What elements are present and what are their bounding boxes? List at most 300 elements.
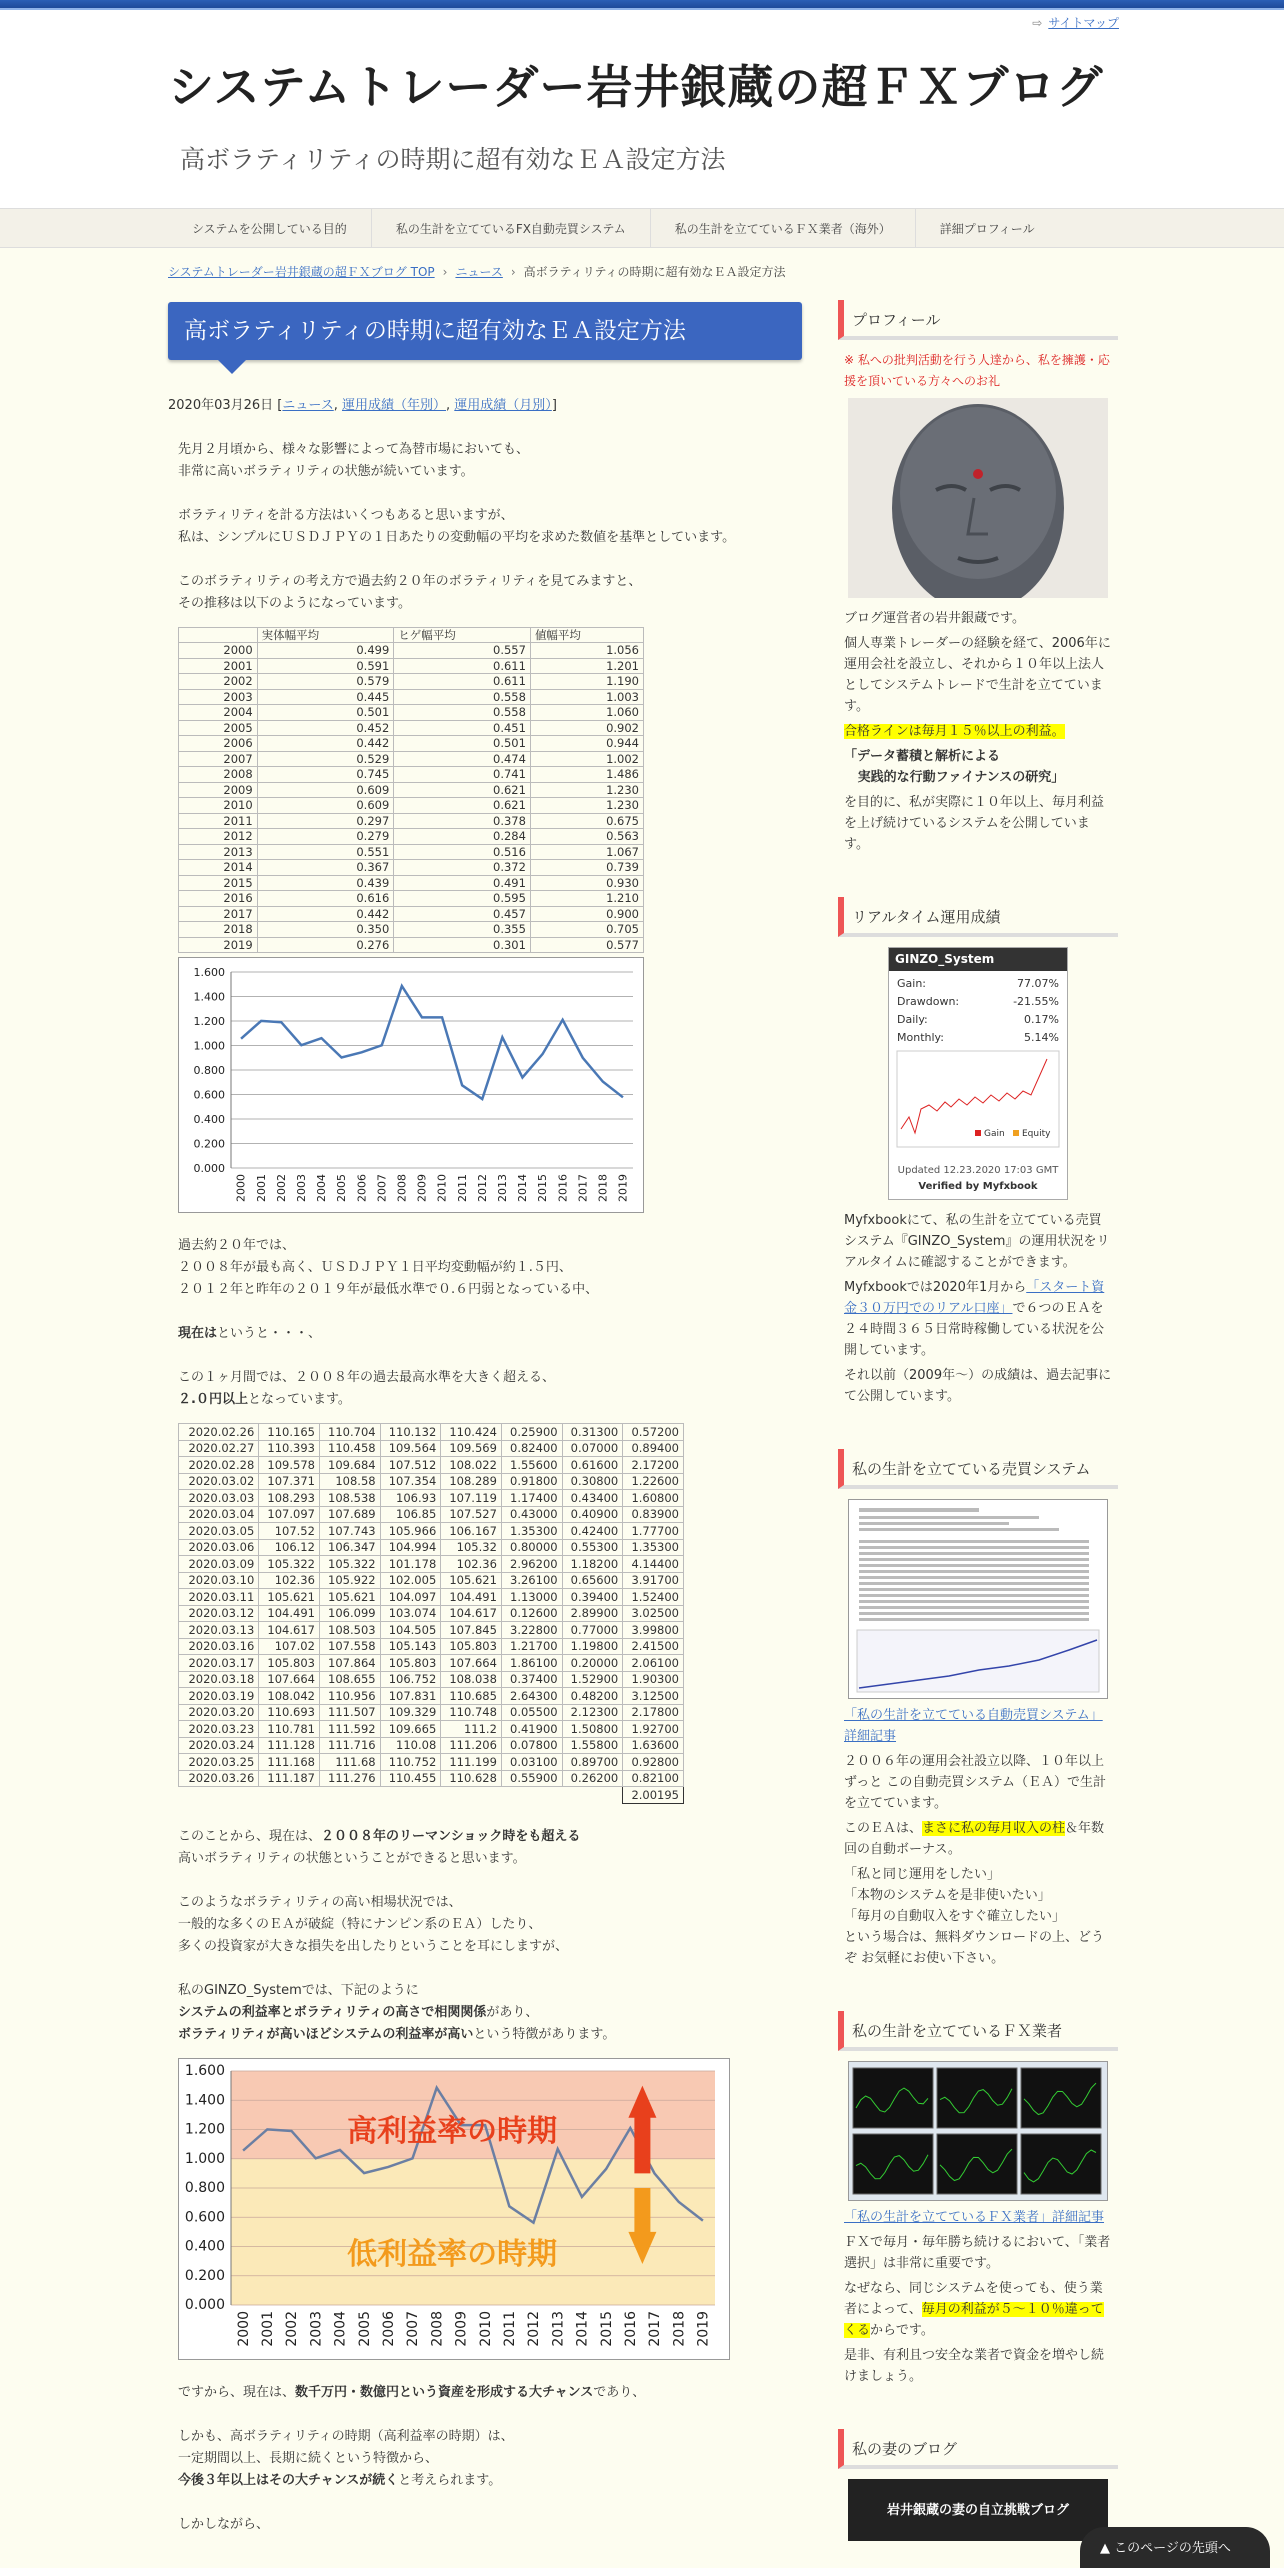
table-cell: 2017 (179, 906, 258, 922)
paragraph: このことから、現在は、２００８年のリーマンショック時をも超える 高いボラティリティの状態ということができると思います。 (178, 1828, 581, 1866)
table-cell: 105.32 (441, 1539, 502, 1556)
table-row (179, 1622, 684, 1639)
table-cell: 0.41900 (501, 1721, 562, 1738)
volatility-chart (178, 957, 644, 1213)
x-tick-label: 2013 (550, 2310, 567, 2347)
table-cell: 105.803 (380, 1655, 441, 1672)
table-cell: 2020.03.23 (179, 1721, 259, 1738)
widget-stat-row: Daily: 0.17% (897, 1013, 1059, 1027)
x-tick-label: 2001 (254, 1174, 268, 1203)
table-row (179, 798, 644, 814)
table-cell: 0.579 (257, 674, 394, 690)
x-tick-label: 2009 (415, 1174, 429, 1203)
table-cell: 0.501 (394, 736, 531, 752)
table-cell: 0.279 (257, 829, 394, 845)
table-cell: 111.592 (319, 1721, 380, 1738)
table-cell: 0.276 (257, 937, 394, 953)
breadcrumb-category[interactable]: ニュース (455, 265, 503, 279)
x-tick-label: 2002 (274, 1174, 288, 1203)
table-cell: 111.187 (259, 1770, 320, 1787)
profile-section (838, 300, 1118, 855)
table-row (179, 736, 644, 752)
table-cell: 2009 (179, 782, 258, 798)
profile-notice-link[interactable]: ※ 私への批判活動を行う人達から、私を擁護・応援を頂いている方々へのお礼 (844, 353, 1110, 388)
table-row (179, 860, 644, 876)
table-cell: 108.58 (319, 1473, 380, 1490)
table-cell: 0.452 (257, 720, 394, 736)
x-tick-label: 2014 (516, 1174, 530, 1203)
table-cell: 0.55900 (501, 1770, 562, 1787)
table-cell: 2020.03.03 (179, 1490, 259, 1507)
table-cell: 0.501 (257, 705, 394, 721)
table-cell: 0.89700 (562, 1754, 623, 1771)
category-link-yearly[interactable]: 運用成績（年別） (342, 398, 447, 413)
low-profit-label: 低利益率の時期 (347, 2236, 558, 2272)
broker-advice: 是非、有利且つ安全な業者で資金を増やし続けましょう。 (844, 2347, 1105, 2384)
x-tick-label: 2001 (259, 2310, 276, 2347)
x-tick-label: 2017 (647, 2310, 664, 2347)
table-cell: 104.994 (380, 1539, 441, 1556)
paragraph: しかしながら、 (178, 2516, 270, 2532)
arrow-right-icon: ⇨ (1032, 16, 1043, 30)
table-cell: 0.37400 (501, 1671, 562, 1688)
table-cell: 110.748 (441, 1704, 502, 1721)
x-tick-label: 2018 (671, 2310, 688, 2347)
table-row (179, 1539, 684, 1556)
paragraph: 先月２月頃から、様々な影響によって為替市場においても、 非常に高いボラティリティの状態が続いています。 (178, 441, 530, 479)
table-cell: 0.284 (394, 829, 531, 845)
table-cell: 1.003 (530, 689, 643, 705)
table-cell: 111.507 (319, 1704, 380, 1721)
table-cell: 1.002 (530, 751, 643, 767)
table-cell: 111.68 (319, 1754, 380, 1771)
site-title[interactable]: システムトレーダー岩井銀蔵の超ＦＸブログ (168, 60, 1104, 114)
table-cell: 0.61600 (562, 1457, 623, 1474)
table-cell: 105.966 (380, 1523, 441, 1540)
table-cell: 0.82400 (501, 1440, 562, 1457)
broker-reason: なぜなら、同じシステムを使っても、使う業者によって、毎月の利益が５～１０％違ってくるからです。 (844, 2280, 1104, 2338)
wife-blog-heading: 私の妻のブログ (838, 2429, 1118, 2469)
x-tick-label: 2010 (477, 2310, 494, 2347)
broker-desc: ＦＸで毎月・毎年勝ち続けるにおいて、「業者選択」は非常に重要です。 (844, 2234, 1111, 2271)
sitemap-link[interactable] (1032, 14, 1119, 33)
table-cell: 0.372 (394, 860, 531, 876)
table-cell: 0.516 (394, 844, 531, 860)
widget-stat-row: Drawdown: -21.55% (897, 995, 1059, 1009)
table-cell: 108.022 (441, 1457, 502, 1474)
table-cell: 104.617 (441, 1605, 502, 1622)
high-profit-label: 高利益率の時期 (347, 2113, 558, 2149)
table-cell: 2.12300 (562, 1704, 623, 1721)
table-row (179, 875, 644, 891)
table-cell: 1.067 (530, 844, 643, 860)
table-cell: 1.18200 (562, 1556, 623, 1573)
table-cell: 0.474 (394, 751, 531, 767)
category-link-news[interactable]: ニュース (282, 398, 334, 413)
table-cell: 110.752 (380, 1754, 441, 1771)
table-cell: 104.491 (259, 1605, 320, 1622)
table-cell: 0.741 (394, 767, 531, 783)
table-cell: 110.393 (259, 1440, 320, 1457)
table-cell: 108.503 (319, 1622, 380, 1639)
table-cell: 106.12 (259, 1539, 320, 1556)
table-cell: 0.499 (257, 643, 394, 659)
table-cell: 1.52400 (623, 1589, 684, 1606)
table-row (179, 1440, 684, 1457)
table-cell: 2008 (179, 767, 258, 783)
table-cell: 2018 (179, 922, 258, 938)
table-cell: 0.20000 (562, 1655, 623, 1672)
table-cell: 0.457 (394, 906, 531, 922)
table-cell: 102.36 (259, 1572, 320, 1589)
table-header-cell: 値幅平均 (530, 627, 643, 643)
realtime-desc: Myfxbookにて、私の生計を立てている売買システム『GINZO_System』の運用状況をリアルタイムに確認することができます。 (844, 1212, 1110, 1270)
table-cell: 106.752 (380, 1671, 441, 1688)
table-cell: 107.558 (319, 1638, 380, 1655)
table-cell: 3.99800 (623, 1622, 684, 1639)
table-cell: 107.689 (319, 1506, 380, 1523)
table-cell: 2013 (179, 844, 258, 860)
table-cell: 107.02 (259, 1638, 320, 1655)
table-cell: 105.322 (319, 1556, 380, 1573)
table-cell: 0.609 (257, 798, 394, 814)
x-tick-label: 2015 (536, 1174, 550, 1203)
table-cell: 0.80000 (501, 1539, 562, 1556)
table-cell: 0.557 (394, 643, 531, 659)
site-header (0, 10, 1284, 208)
table-cell: 0.92800 (623, 1754, 684, 1771)
table-cell: 2010 (179, 798, 258, 814)
table-cell: 1.19800 (562, 1638, 623, 1655)
table-cell: 0.07000 (562, 1440, 623, 1457)
table-cell: 3.22800 (501, 1622, 562, 1639)
x-tick-label: 2018 (596, 1174, 610, 1203)
table-cell: 0.595 (394, 891, 531, 907)
table-row (179, 891, 644, 907)
table-cell: 107.527 (441, 1506, 502, 1523)
y-tick-label: 1.000 (184, 2150, 225, 2167)
paragraph: しかも、高ボラティリティの時期（高利益率の時期）は、 一定期間以上、長期に続くという特徴から、 今後３年以上はその大チャンスが続くと考えられます。 (178, 2428, 514, 2488)
y-tick-label: 0.800 (193, 1064, 225, 1078)
table-row (179, 705, 644, 721)
table-cell: 0.57200 (623, 1424, 684, 1441)
x-tick-label: 2010 (435, 1174, 449, 1203)
table-cell: 2020.02.27 (179, 1440, 259, 1457)
table-row (179, 1473, 684, 1490)
table-cell: 0.442 (257, 906, 394, 922)
table-cell: 105.621 (259, 1589, 320, 1606)
table-cell: 2020.03.06 (179, 1539, 259, 1556)
table-cell: 105.322 (259, 1556, 320, 1573)
table-cell: 109.569 (441, 1440, 502, 1457)
table-cell: 107.371 (259, 1473, 320, 1490)
broker-section (838, 2011, 1118, 2387)
x-tick-label: 2005 (356, 2310, 373, 2347)
y-tick-label: 1.600 (193, 966, 225, 980)
post-title: 高ボラティリティの時期に超有効なＥＡ設定方法 (168, 302, 802, 360)
profile-heading: プロフィール (838, 300, 1118, 340)
category-link-monthly[interactable]: 運用成績（月別） (454, 398, 552, 413)
real-account-link[interactable]: 「スタート資金３０万円でのリアル口座」 (844, 1279, 1105, 1316)
table-cell: 106.93 (380, 1490, 441, 1507)
nav-item-purpose[interactable]: システムを公開している目的 (192, 222, 347, 236)
table-cell: 0.451 (394, 720, 531, 736)
realtime-heading: リアルタイム運用成績 (838, 897, 1118, 937)
table-cell: 111.276 (319, 1770, 380, 1787)
table-cell: 2020.03.20 (179, 1704, 259, 1721)
table-cell: 2.41500 (623, 1638, 684, 1655)
paragraph: 過去約２０年では、 ２００８年が最も高く、ＵＳＤＪＰＹ１日平均変動幅が約１.５円、 ２０１２年と昨年の２０１９年が最低水準で０.６円弱となっている中、 (178, 1238, 599, 1298)
system-quotes: 「私と同じ運用をしたい」 「本物のシステムを是非使いたい」 「毎月の自動収入をすぐ確立したい」 という場合は、無料ダウンロードの上、どうぞ お気軽にお使い下さい。 (844, 1866, 1105, 1966)
table-cell: 108.655 (319, 1671, 380, 1688)
table-cell: 0.30800 (562, 1473, 623, 1490)
table-cell: 1.35300 (501, 1523, 562, 1540)
legend-swatch-icon (975, 1130, 981, 1136)
profit-zone-line-chart (179, 2059, 729, 2359)
table-cell: 101.178 (380, 1556, 441, 1573)
table-cell: 110.458 (319, 1440, 380, 1457)
table-cell: 2.17200 (623, 1457, 684, 1474)
table-cell: 0.40900 (562, 1506, 623, 1523)
x-tick-label: 2019 (616, 1174, 630, 1203)
main-content (168, 302, 802, 2558)
table-cell: 2002 (179, 674, 258, 690)
broker-screens-thumbnail[interactable] (848, 2061, 1108, 2201)
table-cell: 0.55300 (562, 1539, 623, 1556)
table-cell: 0.42400 (562, 1523, 623, 1540)
table-cell: 1.86100 (501, 1655, 562, 1672)
table-row (179, 1605, 684, 1622)
x-tick-label: 2000 (235, 2310, 252, 2347)
table-cell: 0.89400 (623, 1440, 684, 1457)
system-section (838, 1449, 1118, 1969)
table-cell: 0.705 (530, 922, 643, 938)
y-tick-label: 1.200 (193, 1015, 225, 1029)
realtime-past: それ以前（2009年～）の成績は、過去記事にて公開しています。 (844, 1367, 1112, 1404)
table-cell: 1.35300 (623, 1539, 684, 1556)
table-cell: 2001 (179, 658, 258, 674)
table-cell: 0.745 (257, 767, 394, 783)
table-row (179, 1721, 684, 1738)
table-header-row (179, 627, 644, 643)
widget-stat-row: Gain: 77.07% (897, 977, 1059, 991)
table-cell: 106.099 (319, 1605, 380, 1622)
table-cell: 105.143 (380, 1638, 441, 1655)
system-detail-link[interactable]: 「私の生計を立てている自動売買システム」詳細記事 (844, 1707, 1103, 1744)
table-cell: 2012 (179, 829, 258, 845)
table-cell: 0.367 (257, 860, 394, 876)
table-cell: 0.25900 (501, 1424, 562, 1441)
x-tick-label: 2016 (556, 1174, 570, 1203)
mask-face-icon (848, 398, 1108, 598)
x-tick-label: 2012 (475, 1174, 489, 1203)
series-line (241, 986, 623, 1099)
average-cell: 2.00195 (623, 1787, 684, 1804)
table-cell: 0.26200 (562, 1770, 623, 1787)
table-cell: 1.201 (530, 658, 643, 674)
table-cell: 0.378 (394, 813, 531, 829)
table-cell: 2.89900 (562, 1605, 623, 1622)
y-tick-label: 0.000 (193, 1162, 225, 1176)
table-cell: 110.08 (380, 1737, 441, 1754)
x-tick-label: 2012 (526, 2310, 543, 2347)
table-cell: 0.39400 (562, 1589, 623, 1606)
table-cell: 109.564 (380, 1440, 441, 1457)
system-report-thumbnail[interactable] (848, 1499, 1108, 1699)
paragraph: 私のGINZO_Systemでは、下記のように システムの利益率とボラティリティの高さで相関関係があり、 ボラティリティが高いほどシステムの利益率が高いという特徴があります。 (178, 1982, 616, 2042)
breadcrumb-home[interactable]: システムトレーダー岩井銀蔵の超ＦＸブログ TOP (168, 265, 435, 279)
x-tick-label: 2004 (315, 1174, 329, 1203)
table-row (179, 1754, 684, 1771)
y-tick-label: 0.400 (184, 2238, 225, 2255)
y-tick-label: 1.400 (184, 2092, 225, 2109)
broker-detail-link-wrap (838, 2207, 1118, 2228)
table-header-cell: ヒゲ幅平均 (394, 627, 531, 643)
x-tick-label: 2013 (496, 1174, 510, 1203)
wife-blog-banner[interactable]: 岩井銀蔵の妻の自立挑戦ブログ (848, 2479, 1108, 2541)
table-cell: 2020.03.12 (179, 1605, 259, 1622)
table-cell: 1.190 (530, 674, 643, 690)
global-nav (0, 208, 1284, 248)
table-cell: 106.85 (380, 1506, 441, 1523)
paragraph: このようなボラティリティの高い相場状況では、 一般的な多くのＥＡが破綻（特にナンピン系のＥＡ）したり、 多くの投資家が大きな損失を出したりということを耳にしますが、 (178, 1894, 569, 1954)
table-cell: 107.512 (380, 1457, 441, 1474)
system-heading: 私の生計を立てている売買システム (838, 1449, 1118, 1489)
y-tick-label: 0.400 (193, 1113, 225, 1127)
table-cell: 110.693 (259, 1704, 320, 1721)
table-row (179, 1737, 684, 1754)
y-tick-label: 0.600 (184, 2209, 225, 2226)
y-tick-label: 1.200 (184, 2121, 225, 2138)
x-tick-label: 2011 (501, 2310, 518, 2347)
table-row (179, 658, 644, 674)
table-cell: 0.43400 (562, 1490, 623, 1507)
y-tick-label: 0.600 (193, 1088, 225, 1102)
table-cell: 0.558 (394, 705, 531, 721)
table-cell: 0.65600 (562, 1572, 623, 1589)
table-cell: 106.347 (319, 1539, 380, 1556)
table-row (179, 1655, 684, 1672)
table-cell: 111.206 (441, 1737, 502, 1754)
table-cell: 2011 (179, 813, 258, 829)
table-row (179, 1457, 684, 1474)
post-meta: 2020年03月26日 [ニュース, 運用成績（年別）, 運用成績（月別）] (168, 398, 557, 413)
table-row (179, 1704, 684, 1721)
table-cell: 0.739 (530, 860, 643, 876)
table-cell: 104.491 (441, 1589, 502, 1606)
table-cell: 2020.03.02 (179, 1473, 259, 1490)
table-cell: 0.439 (257, 875, 394, 891)
table-cell: 110.424 (441, 1424, 502, 1441)
table-cell: 0.43000 (501, 1506, 562, 1523)
table-cell: 0.442 (257, 736, 394, 752)
post-body (168, 439, 802, 2536)
table-cell: 103.074 (380, 1605, 441, 1622)
table-cell: 102.005 (380, 1572, 441, 1589)
nav-item-system[interactable]: 私の生計を立てているFX自動売買システム (371, 209, 650, 247)
table-cell: 110.781 (259, 1721, 320, 1738)
table-cell: 0.77000 (562, 1622, 623, 1639)
table-cell: 1.55800 (562, 1737, 623, 1754)
realtime-account: Myfxbookでは2020年1月から「スタート資金３０万円でのリアル口座」で６つのＥＡを２４時間３６５日常時稼働している状況を公開しています。 (844, 1279, 1105, 1358)
nav-item-profile[interactable]: 詳細プロフィール (915, 209, 1059, 247)
volatility-line-chart (179, 958, 643, 1212)
triangle-up-icon: ▲ (1100, 2541, 1115, 2556)
table-cell: 1.90300 (623, 1671, 684, 1688)
x-tick-label: 2008 (395, 1174, 409, 1203)
table-row (179, 829, 644, 845)
table-cell: 0.563 (530, 829, 643, 845)
y-tick-label: 0.200 (184, 2267, 225, 2284)
table-cell: 2014 (179, 860, 258, 876)
profit-zone-chart (178, 2058, 730, 2360)
table-cell: 107.845 (441, 1622, 502, 1639)
table-cell: 1.060 (530, 705, 643, 721)
table-cell: 1.230 (530, 782, 643, 798)
x-tick-label: 2019 (695, 2310, 712, 2347)
table-cell: 108.038 (441, 1671, 502, 1688)
broker-detail-link[interactable]: 「私の生計を立てているＦＸ業者」詳細記事 (844, 2209, 1105, 2225)
widget-updated: Updated 12.23.2020 17:03 GMT (897, 1164, 1059, 1176)
breadcrumb-current: 高ボラティリティの時期に超有効なＥＡ設定方法 (523, 265, 786, 279)
table-cell: 2020.03.13 (179, 1622, 259, 1639)
table-cell: 109.578 (259, 1457, 320, 1474)
table-row (179, 1490, 684, 1507)
table-cell: 1.77700 (623, 1523, 684, 1540)
table-cell: 109.665 (380, 1721, 441, 1738)
page-top-button[interactable] (1080, 2527, 1270, 2568)
table-cell: 2006 (179, 736, 258, 752)
table-average-row (179, 1787, 684, 1804)
table-cell: 0.350 (257, 922, 394, 938)
myfxbook-widget[interactable] (888, 947, 1068, 1200)
table-cell: 2.17800 (623, 1704, 684, 1721)
profile-avatar (848, 398, 1108, 598)
table-row (179, 720, 644, 736)
chevron-right-icon: › (442, 265, 448, 279)
widget-stat-row: Monthly: 5.14% (897, 1031, 1059, 1045)
x-tick-label: 2009 (453, 2310, 470, 2347)
table-cell: 0.83900 (623, 1506, 684, 1523)
volatility-table (178, 627, 644, 954)
y-tick-label: 0.200 (193, 1137, 225, 1151)
table-cell: 107.119 (441, 1490, 502, 1507)
table-cell: 110.165 (259, 1424, 320, 1441)
table-cell: 0.591 (257, 658, 394, 674)
table-cell: 2016 (179, 891, 258, 907)
table-cell: 0.03100 (501, 1754, 562, 1771)
table-cell: 105.803 (259, 1655, 320, 1672)
table-cell: 2007 (179, 751, 258, 767)
table-cell: 0.82100 (623, 1770, 684, 1787)
table-cell: 0.48200 (562, 1688, 623, 1705)
table-row (179, 767, 644, 783)
widget-legend-label: Equity (1022, 1129, 1051, 1140)
table-row (179, 1671, 684, 1688)
table-cell: 110.704 (319, 1424, 380, 1441)
table-cell: 2020.03.05 (179, 1523, 259, 1540)
table-cell: 1.52900 (562, 1671, 623, 1688)
system-desc: ２００６年の運用会社設立以降、１０年以上ずっと この自動売買システム（ＥＡ）で生計を立てています。 (844, 1753, 1107, 1811)
paragraph: ボラティリティを計る方法はいくつもあると思いますが、 私は、シンプルにＵＳＤＪＰＹの１日あたりの変動幅の平均を求めた数値を基準としています。 (178, 507, 736, 545)
table-cell: 2020.03.16 (179, 1638, 259, 1655)
table-cell: 0.900 (530, 906, 643, 922)
table-cell: 3.26100 (501, 1572, 562, 1589)
table-cell: 2020.03.04 (179, 1506, 259, 1523)
nav-item-broker[interactable]: 私の生計を立てているＦＸ業者（海外） (650, 209, 915, 247)
paragraph: ですから、現在は、数千万円・数億円という資産を形成する大チャンスであり、 (178, 2384, 646, 2400)
table-cell: 102.36 (441, 1556, 502, 1573)
